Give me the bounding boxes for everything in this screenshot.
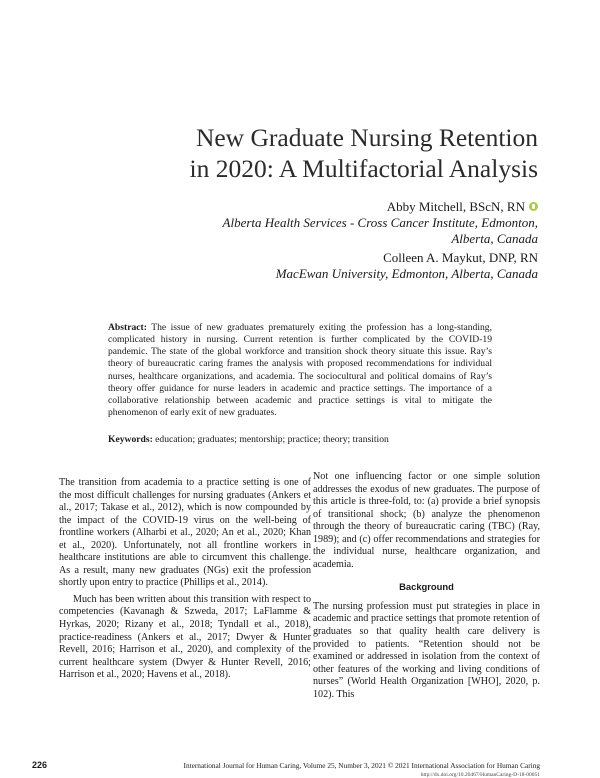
title-line-1: New Graduate Nursing Retention — [195, 123, 538, 152]
author-2-affiliation: MacEwan University, Edmonton, Alberta, Canada — [275, 266, 538, 281]
section-heading-background: Background — [399, 581, 454, 593]
right-paragraph-2: The nursing profession must put strategies in place in academic and practice settings that promote retention of graduates so that quality health care delivery is provided to patients. “Retention should not be examined or addressed in isolation from the context of other features of the working and living conditions of nurses” (World Health Organization [WHO], 2020, p. 102). This — [313, 600, 540, 700]
article-title — [68, 122, 538, 184]
orcid-icon[interactable] — [529, 202, 538, 211]
right-column — [313, 471, 540, 701]
keywords — [108, 434, 508, 446]
journal-citation: International Journal for Human Caring, Volume 25, Number 3, 2021 © 2021 International Association for Human Caring — [183, 761, 540, 770]
author-2 — [276, 250, 538, 282]
abstract — [108, 322, 492, 419]
author-1 — [223, 199, 538, 247]
author-1-affiliation: Alberta Health Services - Cross Cancer Institute, Edmonton, Alberta, Canada — [222, 215, 538, 246]
left-paragraph-1: The transition from academia to a practice setting is one of the most difficult challenges for nursing graduates (Ankers et al., 2017; Takase et al., 2012), which is now compounded by the impact of the COVID-19 virus on the well-being of frontline workers (Alharbi et al., 2020; An et al., 2020; Khan et al., 2020). Unfortunately, not all frontline workers in healthcare institutions are able to circumvent this challenge. As a result, many new graduates (NGs) exit the profession shortly upon entry to practice (Phillips et al., 2014). — [59, 477, 311, 589]
right-paragraph-1: Not one influencing factor or one simple solution addresses the exodus of new graduates. The purpose of this article is three-fold, to: (a) provide a brief synopsis of transitional shock; (b) analyze the phenomenon through the theory of bureaucratic caring (TBC) (Ray, 1989); and (c) offer recommendations and strategies for the individual nurse, healthcare organization, and academia. — [313, 471, 540, 570]
keywords-label: Keywords: — [108, 434, 153, 445]
title-line-2: in 2020: A Multifactorial Analysis — [189, 154, 538, 183]
page-number: 226 — [32, 760, 48, 770]
doi-link[interactable]: http://dx.doi.org/10.20467/HumanCaring-D-18-00051 — [420, 772, 540, 778]
abstract-label: Abstract: — [108, 322, 147, 333]
abstract-text: The issue of new graduates prematurely exiting the profession has a long-standing, complicated history in nursing. Current retention is further complicated by the COVID-19 pandemic. The state of the global workforce and transition shock theory situate this issue. Ray’s theory of bureaucratic caring frames the analysis with proposed recommendations for individual nurses, healthcare organizations, and academia. The sociocultural and political domains of Ray’s theory offer guidance for nurse leaders in academic and practice settings. The importance of a collaborative relationship between academic and practice settings is vital to mitigate the phenomenon of early exit of new graduates. — [108, 322, 492, 419]
keywords-text: education; graduates; mentorship; practice; theory; transition — [155, 434, 389, 445]
author-1-name: Abby Mitchell, BScN, RN — [386, 199, 525, 214]
author-2-name: Colleen A. Maykut, DNP, RN — [383, 250, 538, 265]
left-column — [59, 477, 311, 682]
left-paragraph-2: Much has been written about this transition with respect to competencies (Kavanagh & Szweda, 2017; LaFlamme & Hyrkas, 2020; Rizany et al., 2018; Tyndall et al., 2018), practice-readiness (Ankers et al., 2017; Dwyer & Hunter Revell, 2016; Harrison et al., 2020), and complexity of the current healthcare system (Dwyer & Hunter Revell, 2016; Harrison et al., 2020; Havens et al., 2018). — [59, 593, 311, 681]
